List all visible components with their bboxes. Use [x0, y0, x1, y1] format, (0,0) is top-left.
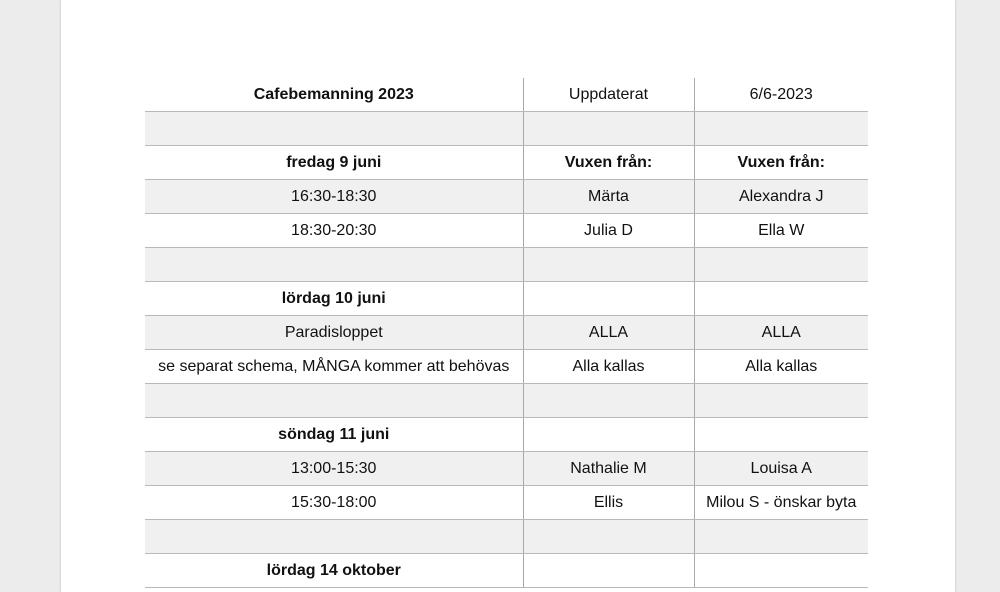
- adult-name[interactable]: Nathalie M: [523, 452, 694, 486]
- table-cell[interactable]: [523, 418, 694, 452]
- table-cell[interactable]: [694, 418, 868, 452]
- day-heading[interactable]: fredag 9 juni: [145, 146, 523, 180]
- staffing-table: [145, 78, 868, 588]
- table-row: [145, 418, 868, 452]
- table-cell[interactable]: [523, 554, 694, 588]
- adult-name[interactable]: Märta: [523, 180, 694, 214]
- table-row: [145, 112, 868, 146]
- column-heading[interactable]: Vuxen från:: [523, 146, 694, 180]
- adult-name[interactable]: Alla kallas: [694, 350, 868, 384]
- table-row: [145, 520, 868, 554]
- table-cell[interactable]: [694, 384, 868, 418]
- event-note[interactable]: se separat schema, MÅNGA kommer att behövas: [145, 350, 523, 384]
- table-cell[interactable]: [523, 248, 694, 282]
- table-cell[interactable]: [694, 248, 868, 282]
- table-cell[interactable]: [523, 112, 694, 146]
- table-row: [145, 248, 868, 282]
- table-row: [145, 214, 868, 248]
- table-row: [145, 146, 868, 180]
- day-heading[interactable]: lördag 14 oktober: [145, 554, 523, 588]
- updated-label[interactable]: Uppdaterat: [523, 78, 694, 112]
- table-cell[interactable]: [145, 248, 523, 282]
- time-slot[interactable]: 16:30-18:30: [145, 180, 523, 214]
- adult-name[interactable]: Ella W: [694, 214, 868, 248]
- adult-name[interactable]: Julia D: [523, 214, 694, 248]
- table-row: [145, 282, 868, 316]
- table-cell[interactable]: [694, 554, 868, 588]
- updated-date[interactable]: 6/6-2023: [694, 78, 868, 112]
- table-cell[interactable]: [145, 520, 523, 554]
- document-page: [61, 0, 955, 592]
- table-row: [145, 384, 868, 418]
- adult-name[interactable]: ALLA: [694, 316, 868, 350]
- table-row: [145, 486, 868, 520]
- time-slot[interactable]: 18:30-20:30: [145, 214, 523, 248]
- table-cell[interactable]: [523, 520, 694, 554]
- event-name[interactable]: Paradisloppet: [145, 316, 523, 350]
- day-heading[interactable]: söndag 11 juni: [145, 418, 523, 452]
- column-heading[interactable]: Vuxen från:: [694, 146, 868, 180]
- table-cell[interactable]: [694, 112, 868, 146]
- adult-name[interactable]: Ellis: [523, 486, 694, 520]
- table-row: [145, 316, 868, 350]
- table-row: [145, 180, 868, 214]
- table-cell[interactable]: [145, 384, 523, 418]
- time-slot[interactable]: 15:30-18:00: [145, 486, 523, 520]
- day-heading[interactable]: lördag 10 juni: [145, 282, 523, 316]
- adult-name[interactable]: ALLA: [523, 316, 694, 350]
- table-row: [145, 554, 868, 588]
- adult-name[interactable]: Louisa A: [694, 452, 868, 486]
- table-row: [145, 350, 868, 384]
- table-cell[interactable]: [694, 282, 868, 316]
- adult-name[interactable]: Alla kallas: [523, 350, 694, 384]
- table-title[interactable]: Cafebemanning 2023: [145, 78, 523, 112]
- table-cell[interactable]: [523, 282, 694, 316]
- adult-name[interactable]: Alexandra J: [694, 180, 868, 214]
- table-cell[interactable]: [694, 520, 868, 554]
- table-row: [145, 452, 868, 486]
- table-cell[interactable]: [145, 112, 523, 146]
- table-cell[interactable]: [523, 384, 694, 418]
- adult-name[interactable]: Milou S - önskar byta: [694, 486, 868, 520]
- table-header-row: [145, 78, 868, 112]
- time-slot[interactable]: 13:00-15:30: [145, 452, 523, 486]
